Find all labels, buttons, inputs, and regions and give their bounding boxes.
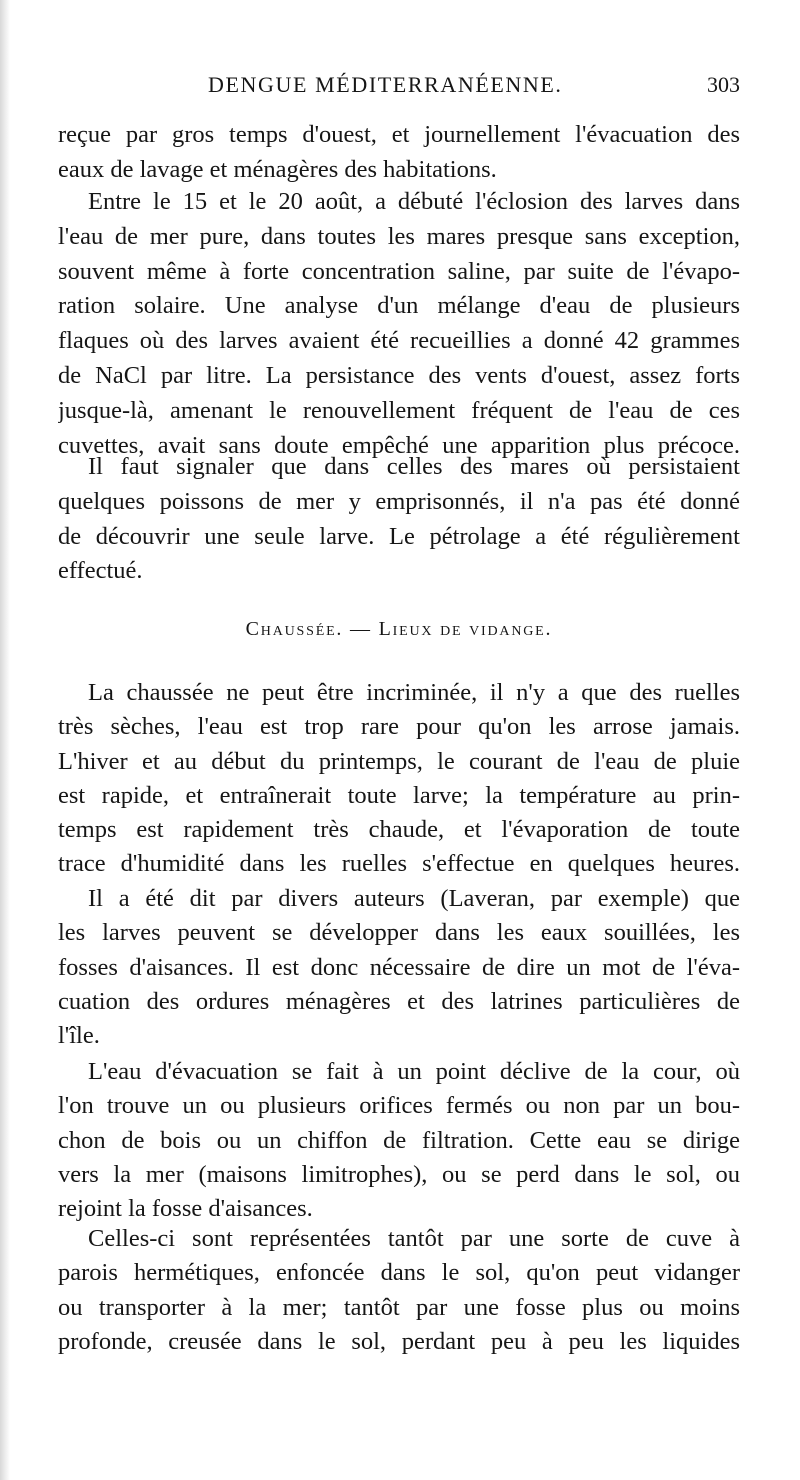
text-line: temps est rapidement très chaude, et l'évaporation de toute (58, 816, 740, 844)
text-line: cuvettes, avait sans doute empêché une apparition plus précoce. (58, 431, 740, 459)
section-title: Chaussée. — Lieux de vidange. (245, 618, 553, 640)
text-line: souvent même à forte concentration saline, par suite de l'évapo- (58, 257, 740, 285)
text-line: très sèches, l'eau est trop rare pour qu'on les arrose jamais. (58, 713, 740, 741)
text-line: reçue par gros temps d'ouest, et journellement l'évacuation des (58, 121, 740, 148)
text-line: Il a été dit par divers auteurs (Laveran, par exemple) que (88, 885, 740, 912)
text-line: Entre le 15 et le 20 août, a débuté l'éclosion des larves dans (88, 188, 740, 215)
text-line: l'on trouve un ou plusieurs orifices fermés ou non par un bou- (58, 1092, 740, 1120)
text-line: ration solaire. Une analyse d'un mélange d'eau de plusieurs (58, 292, 740, 320)
text-line: rejoint la fosse d'aisances. (58, 1195, 313, 1223)
text-line: Il faut signaler que dans celles des mares où persistaient (88, 453, 740, 480)
page-number: 303 (707, 72, 740, 97)
text-line: de découvrir une seule larve. Le pétrolage a été régulièrement (58, 522, 740, 550)
paragraph-sea-fish (58, 450, 740, 589)
page-edge-shadow (0, 0, 10, 1480)
text-line: L'eau d'évacuation se fait à un point déclive de la cour, où (88, 1058, 740, 1085)
text-line: de NaCl par litre. La persistance des vents d'ouest, assez forts (58, 361, 740, 389)
text-line: Celles-ci sont représentées tantôt par une sorte de cuve à (88, 1225, 740, 1252)
paragraph-roadway (58, 676, 740, 882)
paragraph-tanks (58, 1222, 740, 1359)
text-line: vers la mer (maisons limitrophes), ou se perd dans le sol, ou (58, 1160, 740, 1188)
text-line: L'hiver et au début du printemps, le courant de l'eau de pluie (58, 747, 740, 775)
text-line: profonde, creusée dans le sol, perdant peu à peu les liquides (58, 1327, 740, 1355)
text-line: jusque-là, amenant le renouvellement fréquent de l'eau de ces (58, 396, 740, 424)
text-line: ou transporter à la mer; tantôt par une fosse plus ou moins (58, 1293, 740, 1321)
text-line: les larves peuvent se développer dans les eaux souillées, les (58, 919, 740, 947)
text-line: cuation des ordures ménagères et des latrines particulières de (58, 987, 740, 1015)
text-line: La chaussée ne peut être incriminée, il n'y a que des ruelles (88, 679, 740, 706)
paragraph-larvae-hatching (58, 185, 740, 463)
text-line: est rapide, et entraînerait toute larve; la température au prin- (58, 781, 740, 809)
paragraph-drainage-water (58, 1055, 740, 1226)
text-line: eaux de lavage et ménagères des habitations. (58, 155, 497, 183)
text-line: flaques où des larves avaient été recueillies a donné 42 grammes (58, 327, 740, 355)
text-line: parois hermétiques, enfoncée dans le sol, qu'on peut vidanger (58, 1259, 740, 1287)
paragraph-continuation (58, 118, 740, 188)
text-line: l'île. (58, 1022, 100, 1050)
text-line: chon de bois ou un chiffon de filtration. Cette eau se dirige (58, 1126, 740, 1154)
text-line: effectué. (58, 557, 143, 585)
text-line: trace d'humidité dans les ruelles s'effectue en quelques heures. (58, 850, 740, 878)
text-line: l'eau de mer pure, dans toutes les mares presque sans exception, (58, 222, 740, 250)
text-line: quelques poissons de mer y emprisonnés, il n'a pas été donné (58, 487, 740, 515)
running-head: DENGUE MÉDITERRANÉENNE. (208, 72, 563, 97)
page-header (58, 72, 740, 102)
paragraph-cesspits (58, 882, 740, 1053)
text-line: fosses d'aisances. Il est donc nécessaire de dire un mot de l'éva- (58, 953, 740, 981)
